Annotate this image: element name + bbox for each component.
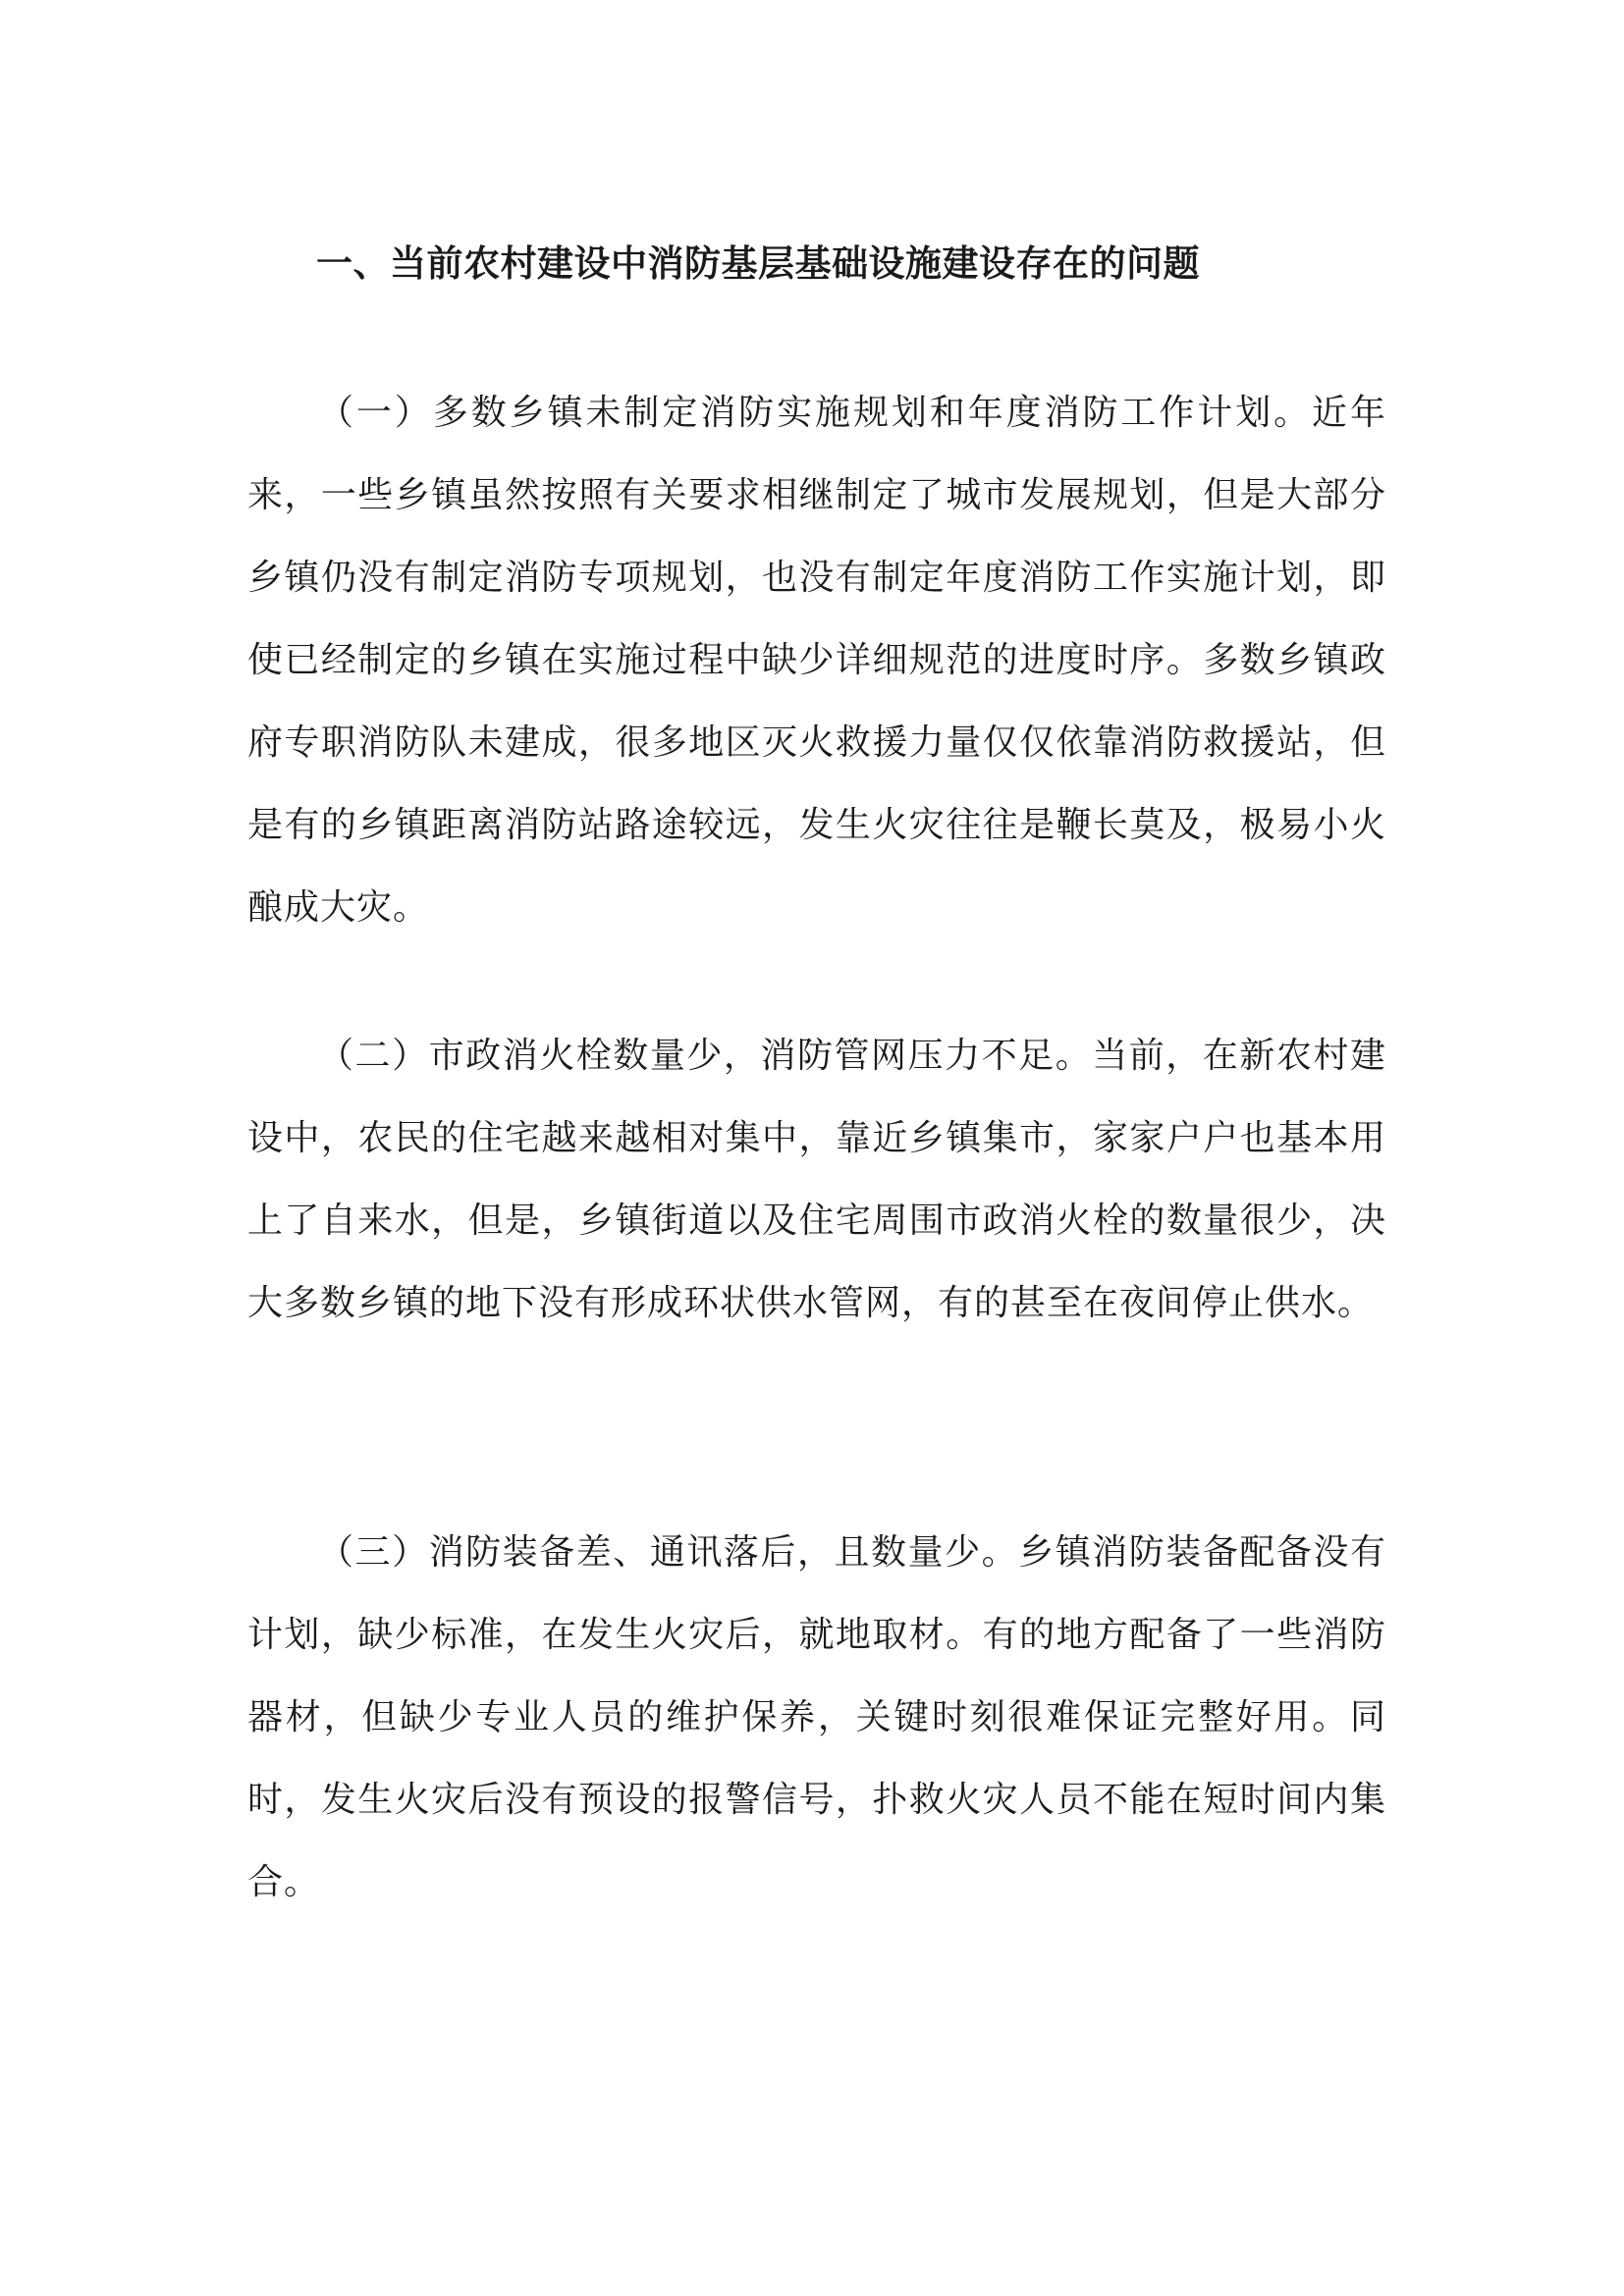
section-heading: 一、当前农村建设中消防基层基础设施建设存在的问题 [316,241,1200,285]
paragraph-2: （二）市政消火栓数量少，消防管网压力不足。当前，在新农村建设中，农民的住宅越来越相对集中，靠近乡镇集市，家家户户也基本用上了自来水，但是，乡镇街道以及住宅周围市政消火栓的数量很少，决大多数乡镇的地下没有形成环状供水管网，有的甚至在夜间停止供水。 [247,1036,1386,1323]
paragraph-3: （三）消防装备差、通讯落后，且数量少。乡镇消防装备配备没有计划，缺少标准，在发生火灾后，就地取材。有的地方配备了一些消防器材，但缺少专业人员的维护保养，关键时刻很难保证完整好用。同时，发生火灾后没有预设的报警信号，扑救火灾人员不能在短时间内集合。 [247,1532,1386,1902]
paragraph-1: （一）多数乡镇未制定消防实施规划和年度消防工作计划。近年来，一些乡镇虽然按照有关要求相继制定了城市发展规划，但是大部分乡镇仍没有制定消防专项规划，也没有制定年度消防工作实施计划，即使已经制定的乡镇在实施过程中缺少详细规范的进度时序。多数乡镇政府专职消防队未建成，很多地区灭火救援力量仅仅依靠消防救援站，但是有的乡镇距离消防站路途较远，发生火灾往往是鞭长莫及，极易小火酿成大灾。 [247,393,1386,928]
